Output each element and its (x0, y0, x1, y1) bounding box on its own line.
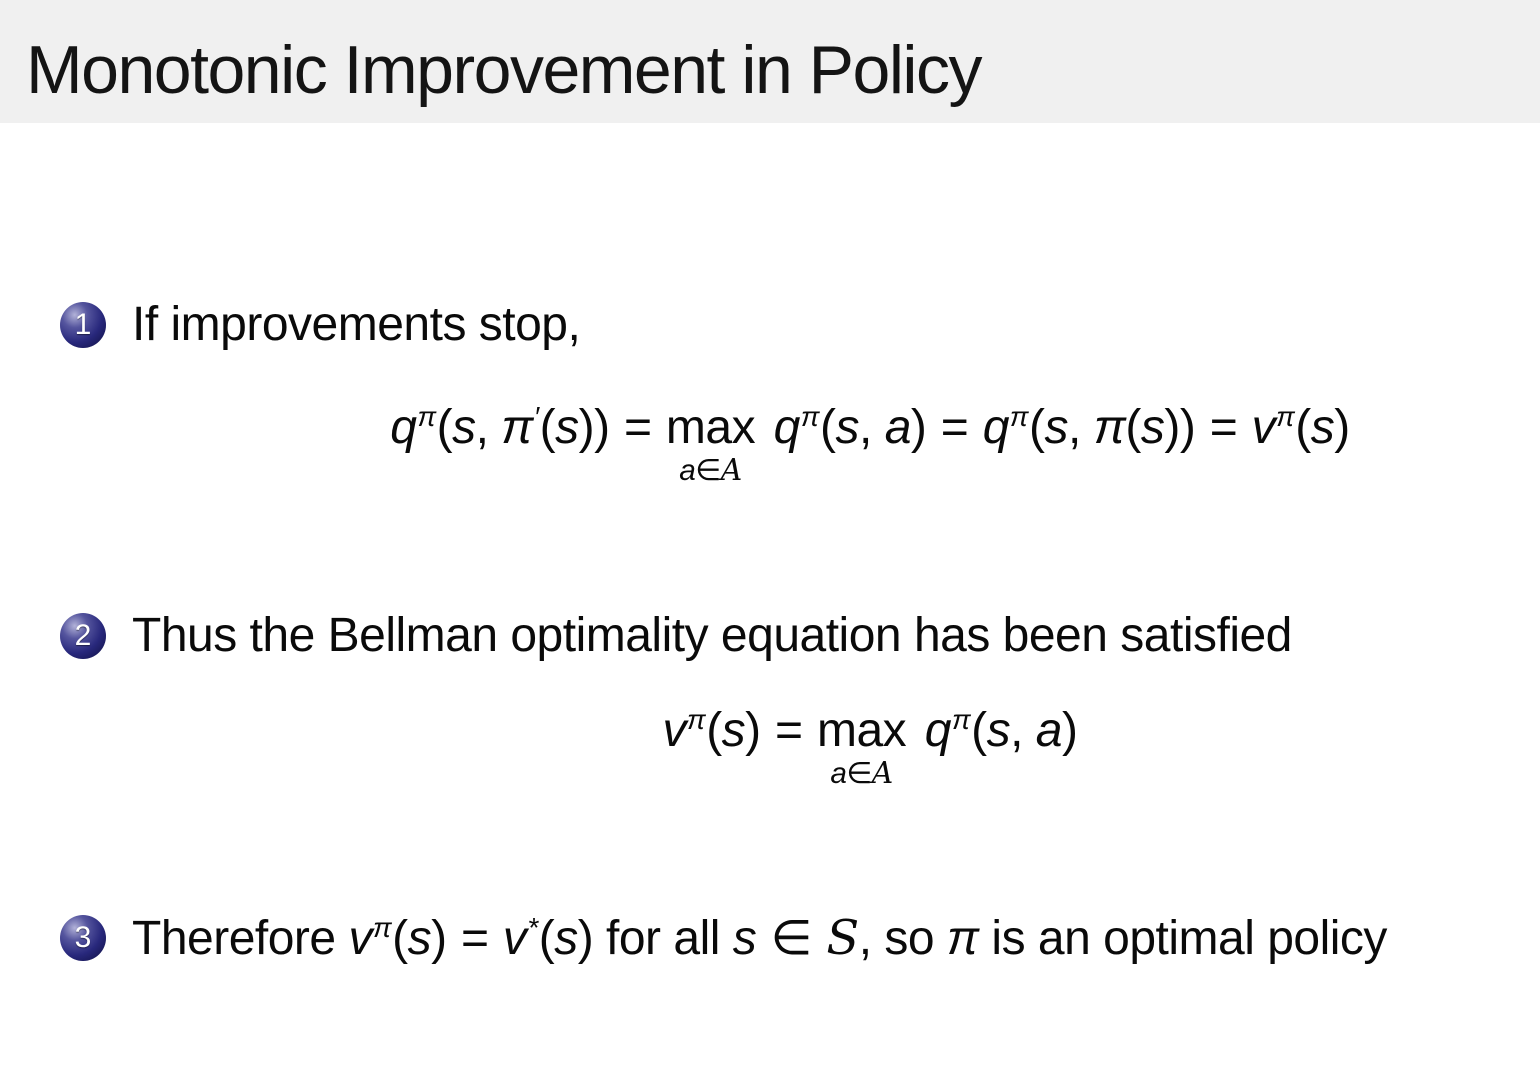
bullet-text-3: Therefore $v^\pi(s) = v^*(s)$ for all s ∈ S, so π is an optimal policy (132, 910, 1387, 966)
enumerate-ball-1-icon: 1 (60, 302, 106, 348)
bullet-item-1 (60, 297, 1530, 352)
max-operator: max a∈A (816, 704, 907, 792)
bullet-item-3 (60, 910, 1530, 966)
bullet-text-1: If improvements stop, (132, 298, 581, 351)
formula-1-row (0, 400, 1540, 489)
enumerate-ball-2-icon: 2 (60, 613, 106, 659)
slide-title-bar (0, 0, 1540, 123)
formula-2-row (0, 703, 1540, 792)
bullet-text-2: Thus the Bellman optimality equation has been satisfied (132, 609, 1292, 662)
formula-bellman-optimality: $v^\pi(s)$ = max a∈A $q^\pi(s$, a) (662, 703, 1078, 792)
bullet-item-2 (60, 608, 1530, 663)
max-operator: max a∈A (665, 401, 756, 489)
formula-policy-fixed-point: $q^\pi(s$, π′(s)) = max a∈A $q^\pi(s$, $a) = q^\pi(s$, $\pi(s)) = v^\pi(s)$ (390, 400, 1350, 489)
slide-title: Monotonic Improvement in Policy (26, 31, 982, 108)
enumerate-ball-3-icon: 3 (60, 915, 106, 961)
